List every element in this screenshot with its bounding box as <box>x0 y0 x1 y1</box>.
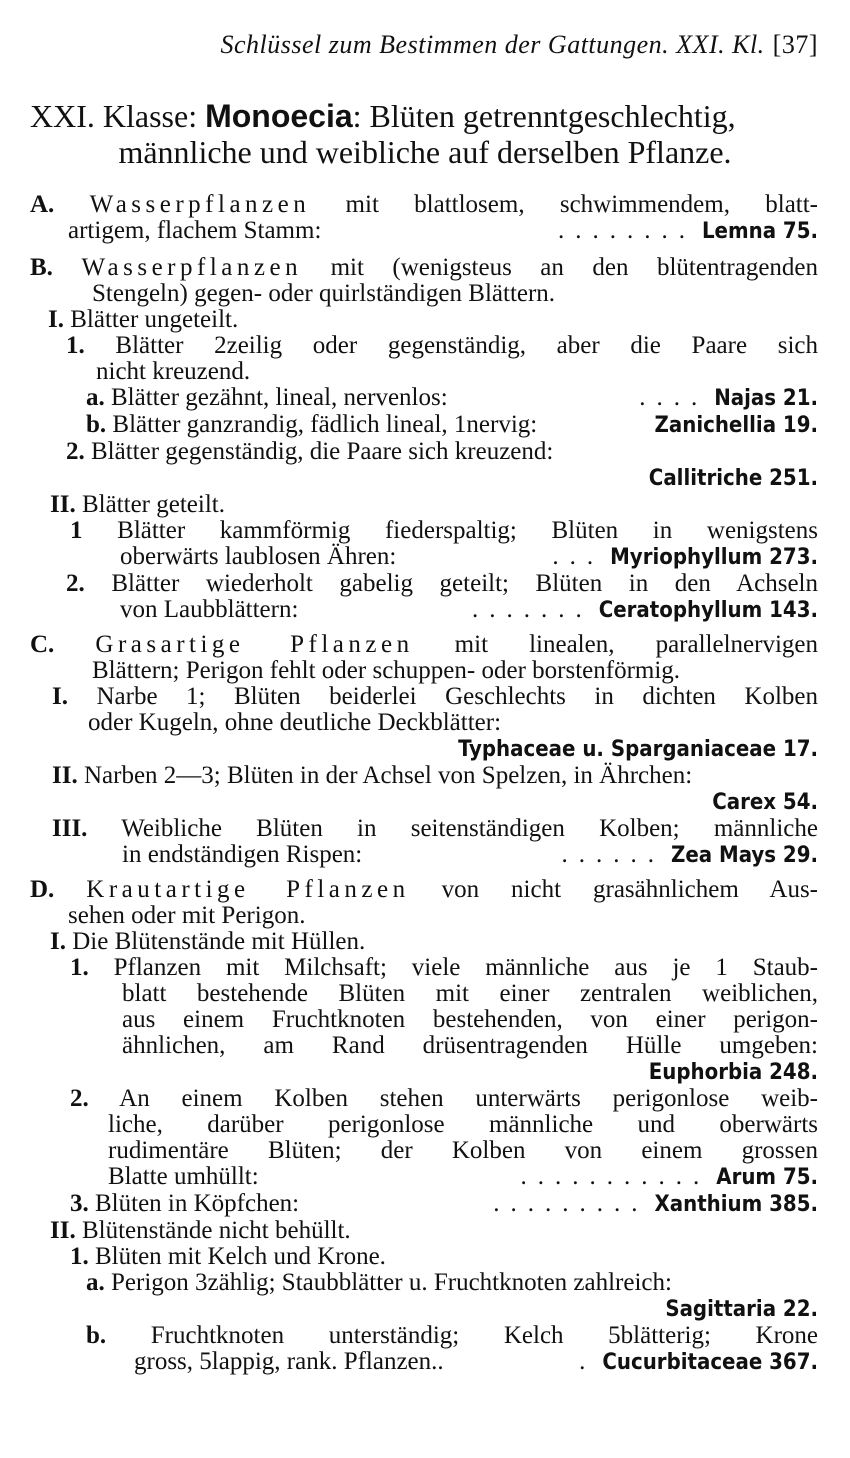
entry-label: 2. <box>66 570 85 597</box>
key-entry-B-I-1-a <box>0 385 818 412</box>
genus-result: Euphorbia 248. <box>648 1060 818 1085</box>
entry-label: B. <box>30 254 53 281</box>
entry-text: rudimentäre Blüten; der Kolben von einem grossen <box>108 1137 818 1164</box>
genus-result: Sagittaria 22. <box>665 1297 818 1322</box>
class-heading <box>30 98 820 170</box>
entry-label: D. <box>30 876 55 903</box>
entry-text: gross, 5lappig, rank. Pflanzen.. <box>134 1348 444 1375</box>
entry-label: a. <box>86 384 105 411</box>
entry-label: b. <box>86 411 107 438</box>
entry-text: mit (wenigsteus an den blütentragenden <box>330 254 819 281</box>
key-entry-D-I-1 <box>0 955 818 1086</box>
entry-label: 1. <box>70 1243 89 1270</box>
entry-text: Die Blütenstände mit Hüllen. <box>72 928 366 955</box>
entry-label: 1. <box>66 332 85 359</box>
entry-group: Krautartige Pflanzen <box>86 876 410 903</box>
entry-label: C. <box>30 631 55 658</box>
entry-text: nicht kreuzend. <box>96 358 251 385</box>
entry-label: A. <box>30 191 55 218</box>
genus-result: Ceratophyllum 143. <box>598 598 818 623</box>
entry-label: b. <box>86 1322 107 1349</box>
key-entry-D-I-3 <box>0 1191 818 1218</box>
entry-text: Weibliche Blüten in seitenständigen Kolben; männliche <box>121 815 818 842</box>
genus-result: Zea Mays 29. <box>670 843 818 868</box>
determination-key <box>0 192 850 1376</box>
entry-text: Perigon 3zählig; Staubblätter u. Fruchtknoten zahlreich: <box>111 1269 672 1296</box>
leader-dots: ...... <box>561 842 665 868</box>
entry-text: Blüten mit Kelch und Krone. <box>95 1243 386 1270</box>
entry-text: von nicht grasähnlichem Aus- <box>441 876 819 903</box>
entry-text: Blatte umhüllt: <box>108 1163 259 1190</box>
entry-text: artigem, flachem Stamm: <box>68 217 322 244</box>
entry-text: Blätter ganzrandig, fädlich lineal, 1nervig: <box>112 411 538 438</box>
key-entry-B-I-2 <box>0 439 818 492</box>
key-entry-A <box>0 192 818 245</box>
class-description-line-2: männliche und weibliche auf derselben Pflanze. <box>118 134 732 170</box>
entry-label: 2. <box>66 438 85 465</box>
genus-result: Cucurbitaceae 367. <box>602 1350 818 1375</box>
key-entry-D-II-1-a <box>0 1270 818 1323</box>
entry-label: 2. <box>70 1085 89 1112</box>
entry-text: Blätter gezähnt, lineal, nervenlos: <box>111 384 448 411</box>
entry-text: Narbe 1; Blüten beiderlei Geschlechts in dichten Kolben <box>96 683 819 710</box>
key-entry-B-II <box>0 492 818 518</box>
key-entry-C <box>0 632 818 684</box>
entry-text: Blätter ungeteilt. <box>70 306 239 333</box>
entry-label: II. <box>50 1217 76 1244</box>
entry-text: An einem Kolben stehen unterwärts perigonlose weib- <box>119 1085 818 1112</box>
page-number: [37] <box>772 30 818 59</box>
key-entry-D-II-1-b <box>0 1323 818 1376</box>
entry-label: a. <box>86 1269 105 1296</box>
leader-dots: ....... <box>471 597 593 623</box>
entry-text: Blätter wiederholt gabelig geteilt; Blüten in den Achseln <box>111 570 818 597</box>
entry-text: aus einem Fruchtknoten bestehenden, von einer perigon- <box>122 1006 818 1033</box>
genus-result: Zanichellia 19. <box>654 413 818 438</box>
entry-text: Blätter 2zeilig oder gegenständig, aber die Paare sich <box>115 332 818 359</box>
entry-group: Grasartige Pflanzen <box>95 631 414 658</box>
genus-result: Xanthium 385. <box>654 1192 818 1217</box>
entry-text: mit blattlosem, schwimmendem, blatt- <box>345 191 819 218</box>
genus-result: Najas 21. <box>714 386 818 411</box>
key-entry-B <box>0 255 818 307</box>
entry-label: II. <box>50 491 76 518</box>
entry-label: I. <box>50 928 66 955</box>
entry-text: oberwärts laublosen Ähren: <box>120 543 397 570</box>
key-entry-C-III <box>0 816 818 869</box>
entry-text: ähnlichen, am Rand drüsentragenden Hülle umgeben: <box>122 1032 818 1059</box>
class-number: XXI. <box>30 98 95 134</box>
entry-label: 1. <box>70 954 89 981</box>
leader-dots: ........ <box>557 218 696 244</box>
key-entry-C-II <box>0 763 818 816</box>
entry-text: sehen oder mit Perigon. <box>68 902 306 929</box>
entry-text: blatt bestehende Blüten mit einer zentralen weiblichen, <box>122 980 818 1007</box>
key-entry-B-II-2 <box>0 571 818 624</box>
entry-group: Wasserpflanzen <box>89 191 311 218</box>
entry-text: liche, darüber perigonlose männliche und oberwärts <box>108 1111 818 1138</box>
entry-text: Stengeln) gegen- oder quirlständigen Blättern. <box>92 280 556 307</box>
entry-text: oder Kugeln, ohne deutliche Deckblätter: <box>88 709 502 736</box>
entry-label: 1 <box>70 517 83 544</box>
genus-result: Arum 75. <box>716 1165 818 1190</box>
key-entry-B-I-1 <box>0 333 818 385</box>
entry-text: Blätter kammförmig fiederspaltig; Blüten in wenigstens <box>117 517 818 544</box>
leader-dots: ........... <box>520 1164 711 1190</box>
entry-label: 3. <box>70 1190 89 1217</box>
entry-text: Fruchtknoten unterständig; Kelch 5blätterig; Krone <box>150 1322 819 1349</box>
genus-result: Lemna 75. <box>701 219 818 244</box>
entry-text: Blätter gegenständig, die Paare sich kreuzend: <box>91 438 554 465</box>
leader-dots: ......... <box>493 1191 649 1217</box>
entry-text: Blättern; Perigon fehlt oder schuppen- oder borstenförmig. <box>92 657 681 684</box>
key-entry-D-II <box>0 1218 818 1244</box>
running-head <box>60 30 818 60</box>
running-head-title: Schlüssel zum Bestimmen der Gattungen. XXI. Kl. <box>220 30 765 59</box>
key-entry-D-I-2 <box>0 1086 818 1191</box>
genus-result: Carex 54. <box>712 790 818 815</box>
entry-text: von Laubblättern: <box>120 596 299 623</box>
entry-label: III. <box>52 815 88 842</box>
entry-text: mit linealen, parallelnervigen <box>454 631 818 658</box>
entry-label: II. <box>52 762 78 789</box>
key-entry-D-II-1 <box>0 1244 818 1270</box>
leader-dots: ... <box>552 544 605 570</box>
key-entry-B-I <box>0 307 818 333</box>
key-entry-C-I <box>0 684 818 763</box>
genus-result: Callitriche 251. <box>648 466 818 491</box>
leader-dots: . <box>579 1349 597 1375</box>
key-entry-D <box>0 877 818 929</box>
entry-label: I. <box>52 683 68 710</box>
key-entry-D-I <box>0 929 818 955</box>
entry-text: Blüten in Köpfchen: <box>95 1190 300 1217</box>
genus-result: Myriophyllum 273. <box>610 545 818 570</box>
class-word: Klasse: <box>102 98 198 134</box>
class-name: Monoecia <box>205 98 353 134</box>
genus-result: Typhaceae u. Sparganiaceae 17. <box>458 737 818 762</box>
entry-text: in endständigen Rispen: <box>122 841 363 868</box>
class-description-line-1: : Blüten getrenntgeschlechtig, <box>352 98 736 134</box>
entry-label: I. <box>48 306 64 333</box>
entry-text: Blütenstände nicht behüllt. <box>81 1217 351 1244</box>
entry-text: Narben 2—3; Blüten in der Achsel von Spelzen, in Ährchen: <box>83 762 693 789</box>
entry-text: Pflanzen mit Milchsaft; viele männliche aus je 1 Staub- <box>113 954 818 981</box>
entry-group: Wasserpflanzen <box>81 254 303 281</box>
leader-dots: .... <box>639 385 709 411</box>
entry-text: Blätter geteilt. <box>81 491 225 518</box>
key-entry-B-I-1-b <box>0 412 818 439</box>
key-entry-B-II-1 <box>0 518 818 571</box>
